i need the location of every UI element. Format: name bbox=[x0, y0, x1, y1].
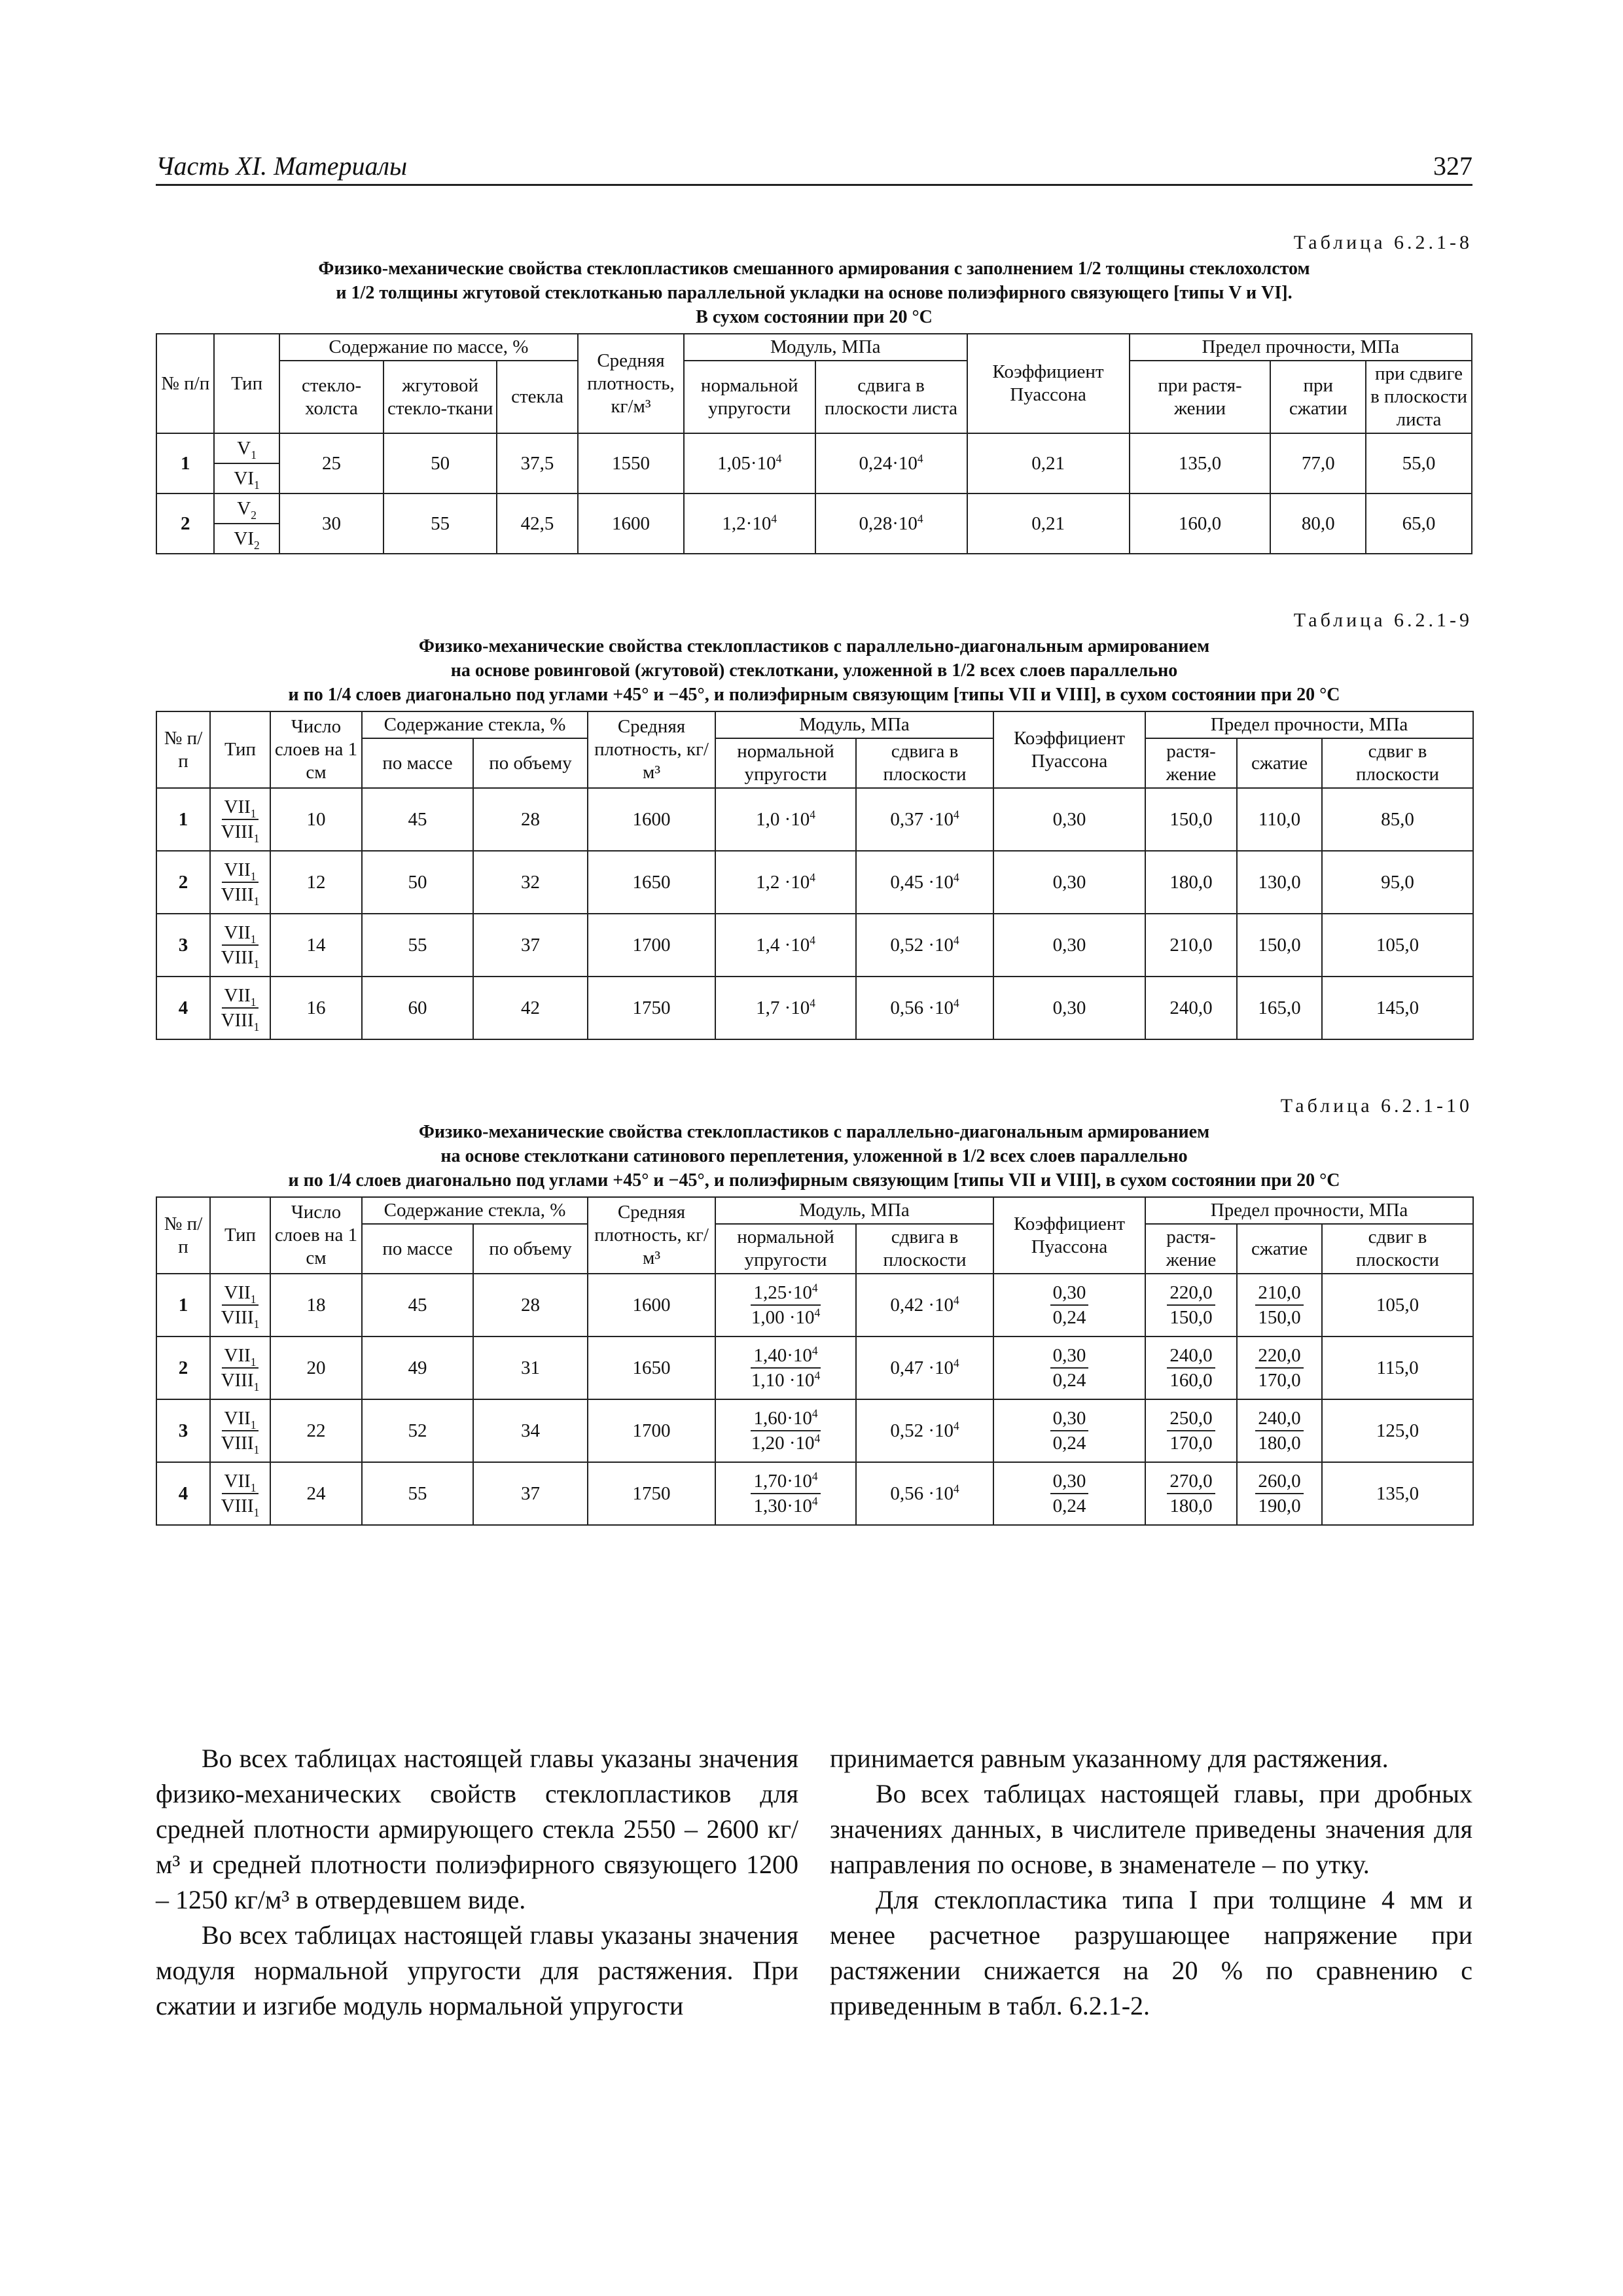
table-cell: 50 bbox=[383, 433, 497, 493]
table-cell: 1700 bbox=[588, 914, 715, 977]
table-cell: 18 bbox=[270, 1274, 362, 1336]
table-cell: $0,56 \cdot 10^4$ bbox=[856, 977, 993, 1039]
fraction-cell: $\frac{1,25\cdot 10^4}{1,00 \cdot 10^4}$ bbox=[715, 1274, 856, 1336]
table-cell: 1650 bbox=[588, 851, 715, 914]
fraction-cell: $\frac{210,0}{150,0}$ bbox=[1237, 1274, 1322, 1336]
col-header: при растя-жении bbox=[1130, 361, 1271, 433]
table-cell: 14 bbox=[270, 914, 362, 977]
col-header: сжатие bbox=[1237, 1224, 1322, 1274]
caption-line: В сухом состоянии при 20 °С bbox=[696, 307, 933, 327]
col-header: Содержание по массе, % bbox=[279, 334, 578, 361]
table-cell: 1 bbox=[156, 1274, 210, 1336]
table-cell: 65,0 bbox=[1366, 493, 1472, 554]
paragraph: принимается равным указанному для растяжения. bbox=[830, 1744, 1389, 1773]
table-caption bbox=[156, 1120, 1472, 1193]
table-cell: 45 bbox=[362, 1274, 473, 1336]
table-cell: 130,0 bbox=[1237, 851, 1322, 914]
table-cell: 135,0 bbox=[1322, 1462, 1473, 1525]
table-cell: $1,2 \cdot 10^4$ bbox=[715, 851, 856, 914]
table-cell: 110,0 bbox=[1237, 788, 1322, 851]
table-cell: 60 bbox=[362, 977, 473, 1039]
table-cell: 0,21 bbox=[967, 493, 1130, 554]
caption-line: и по 1/4 слоев диагонально под углами +45° и −45°, и полиэфирным связующим [типы VII и VIII], в сухом состоянии при 20 °С bbox=[288, 1170, 1340, 1191]
col-header: при сдвиге в плоскости листа bbox=[1366, 361, 1472, 433]
table-cell: 2 bbox=[156, 493, 214, 554]
table-9-block bbox=[156, 609, 1472, 1040]
caption-line: и 1/2 толщины жгутовой стеклотканью параллельной укладки на основе полиэфирного связующего [типы V и VI]. bbox=[336, 283, 1293, 303]
table-label: Таблица 6.2.1-10 bbox=[1280, 1095, 1472, 1117]
col-header: Модуль, МПа bbox=[715, 711, 993, 738]
col-header: Число слоев на 1 см bbox=[270, 711, 362, 788]
type-cell: $\frac{VII_1}{VIII_1}$ bbox=[210, 1336, 270, 1399]
table-cell: $0,28\cdot 10^4$ bbox=[815, 493, 967, 554]
table-cell: 125,0 bbox=[1322, 1399, 1473, 1462]
caption-line: Физико-механические свойства стеклопластиков с параллельно-диагональным армированием bbox=[418, 1122, 1210, 1142]
table-8 bbox=[156, 333, 1472, 554]
table-cell: 0,30 bbox=[993, 788, 1145, 851]
col-header: стекло-холста bbox=[279, 361, 384, 433]
fraction-cell: $\frac{0,30}{0,24}$ bbox=[993, 1336, 1145, 1399]
col-header: по массе bbox=[362, 1224, 473, 1274]
table-cell: 77,0 bbox=[1270, 433, 1366, 493]
table-row bbox=[156, 433, 1472, 493]
table-cell: 0,30 bbox=[993, 977, 1145, 1039]
table-cell: $0,42 \cdot 10^4$ bbox=[856, 1274, 993, 1336]
type-cell: $\frac{VII_1}{VIII_1}$ bbox=[210, 1274, 270, 1336]
table-cell: 42 bbox=[473, 977, 588, 1039]
col-header: Содержание стекла, % bbox=[362, 711, 588, 738]
table-cell: 2 bbox=[156, 851, 210, 914]
fraction-cell: $\frac{0,30}{0,24}$ bbox=[993, 1399, 1145, 1462]
col-header: Модуль, МПа bbox=[684, 334, 967, 361]
table-cell: 22 bbox=[270, 1399, 362, 1462]
table-cell: 55,0 bbox=[1366, 433, 1472, 493]
table-cell: 37,5 bbox=[497, 433, 578, 493]
table-cell: 1600 bbox=[578, 493, 684, 554]
caption-line: на основе стеклоткани сатинового переплетения, уложенной в 1/2 всех слоев параллельно bbox=[440, 1146, 1188, 1166]
col-header: сжатие bbox=[1237, 738, 1322, 788]
table-cell: $0,24\cdot 10^4$ bbox=[815, 433, 967, 493]
col-header: жгутовой стекло-ткани bbox=[383, 361, 497, 433]
table-cell: 240,0 bbox=[1145, 977, 1237, 1039]
table-cell: $0,52 \cdot 10^4$ bbox=[856, 914, 993, 977]
col-header: сдвига в плоскости листа bbox=[815, 361, 967, 433]
col-header: нормальной упругости bbox=[715, 1224, 856, 1274]
body-text bbox=[156, 1741, 1472, 2024]
col-header: Модуль, МПа bbox=[715, 1197, 993, 1224]
table-cell: 55 bbox=[383, 493, 497, 554]
table-cell: 160,0 bbox=[1130, 493, 1271, 554]
fraction-cell: $\frac{240,0}{160,0}$ bbox=[1145, 1336, 1237, 1399]
col-header: нормальной упругости bbox=[715, 738, 856, 788]
table-cell: 49 bbox=[362, 1336, 473, 1399]
section-title: Часть XI. Материалы bbox=[156, 151, 408, 181]
page-number: 327 bbox=[1433, 151, 1472, 181]
table-10-block bbox=[156, 1095, 1472, 1526]
col-header: Тип bbox=[210, 1197, 270, 1274]
table-cell: 135,0 bbox=[1130, 433, 1271, 493]
table-cell: 25 bbox=[279, 433, 384, 493]
table-row bbox=[156, 1336, 1473, 1399]
table-cell: $0,45 \cdot 10^4$ bbox=[856, 851, 993, 914]
col-header: Средняя плотность, кг/м³ bbox=[588, 1197, 715, 1274]
caption-line: и по 1/4 слоев диагонально под углами +45° и −45°, и полиэфирным связующим [типы VII и VIII], в сухом состоянии при 20 °С bbox=[288, 685, 1340, 705]
type-cell: $\frac{VII_1}{VIII_1}$ bbox=[210, 1399, 270, 1462]
col-header: сдвиг в плоскости bbox=[1322, 738, 1473, 788]
table-cell: 80,0 bbox=[1270, 493, 1366, 554]
col-header: Тип bbox=[210, 711, 270, 788]
table-cell: 1700 bbox=[588, 1399, 715, 1462]
table-cell: 150,0 bbox=[1145, 788, 1237, 851]
paragraph: Во всех таблицах настоящей главы, при дробных значениях данных, в числителе приведены значения для направления по основе, в знаменателе – по утку. bbox=[830, 1779, 1472, 1879]
type-cell: $\frac{VII_1}{VIII_1}$ bbox=[210, 788, 270, 851]
table-cell: 10 bbox=[270, 788, 362, 851]
table-cell: 31 bbox=[473, 1336, 588, 1399]
col-header: сдвига в плоскости bbox=[856, 1224, 993, 1274]
table-cell: $0,56 \cdot 10^4$ bbox=[856, 1462, 993, 1525]
table-row bbox=[156, 493, 1472, 554]
left-column bbox=[156, 1741, 798, 2024]
fraction-cell: $\frac{270,0}{180,0}$ bbox=[1145, 1462, 1237, 1525]
table-cell: 150,0 bbox=[1237, 914, 1322, 977]
table-cell: 16 bbox=[270, 977, 362, 1039]
table-cell: $0,52 \cdot 10^4$ bbox=[856, 1399, 993, 1462]
table-cell: 4 bbox=[156, 1462, 210, 1525]
running-header bbox=[156, 151, 1472, 186]
caption-line: Физико-механические свойства стеклопластиков с параллельно-диагональным армированием bbox=[418, 636, 1210, 656]
table-cell: 42,5 bbox=[497, 493, 578, 554]
table-caption bbox=[156, 634, 1472, 707]
table-cell: $0,47 \cdot 10^4$ bbox=[856, 1336, 993, 1399]
table-cell: $1,05\cdot 10^4$ bbox=[684, 433, 815, 493]
table-cell: 30 bbox=[279, 493, 384, 554]
right-column bbox=[830, 1741, 1472, 2024]
fraction-cell: $\frac{1,60\cdot 10^4}{1,20 \cdot 10^4}$ bbox=[715, 1399, 856, 1462]
table-cell: $1,7 \cdot 10^4$ bbox=[715, 977, 856, 1039]
table-label: Таблица 6.2.1-9 bbox=[1293, 609, 1472, 631]
col-header: по объему bbox=[473, 1224, 588, 1274]
type-cell: $\frac{VII_1}{VIII_1}$ bbox=[210, 1462, 270, 1525]
table-cell: 180,0 bbox=[1145, 851, 1237, 914]
table-cell: 34 bbox=[473, 1399, 588, 1462]
table-cell: 37 bbox=[473, 1462, 588, 1525]
table-cell: 32 bbox=[473, 851, 588, 914]
table-cell: 105,0 bbox=[1322, 914, 1473, 977]
table-cell: $1,0 \cdot 10^4$ bbox=[715, 788, 856, 851]
col-header: Коэффициент Пуассона bbox=[993, 711, 1145, 788]
caption-line: Физико-механические свойства стеклопластиков смешанного армирования с заполнением 1/2 толщины стеклохолстом bbox=[318, 259, 1310, 279]
col-header: нормальной упругости bbox=[684, 361, 815, 433]
table-cell: 3 bbox=[156, 1399, 210, 1462]
paragraph: Во всех таблицах настоящей главы указаны значения физико-механических свойств стеклопластиков для средней плотности армирующего стекла 2550 – 2600 кг/м³ и средней плотности полиэфирного связующего 1200 – 1250 кг/м³ в отвердевшем виде. bbox=[156, 1744, 798, 1914]
col-header: Коэффициент Пуассона bbox=[993, 1197, 1145, 1274]
table-cell: 95,0 bbox=[1322, 851, 1473, 914]
table-cell: 1550 bbox=[578, 433, 684, 493]
table-cell: 37 bbox=[473, 914, 588, 977]
table-label: Таблица 6.2.1-8 bbox=[1293, 232, 1472, 253]
table-cell: 0,30 bbox=[993, 914, 1145, 977]
col-header: растя-жение bbox=[1145, 1224, 1237, 1274]
fraction-cell: $\frac{240,0}{180,0}$ bbox=[1237, 1399, 1322, 1462]
table-cell: 4 bbox=[156, 977, 210, 1039]
table-cell: 2 bbox=[156, 1336, 210, 1399]
page bbox=[156, 151, 1472, 1526]
fraction-cell: $\frac{0,30}{0,24}$ bbox=[993, 1462, 1145, 1525]
table-cell: 55 bbox=[362, 914, 473, 977]
col-header: Предел прочности, МПа bbox=[1145, 711, 1473, 738]
table-cell: 85,0 bbox=[1322, 788, 1473, 851]
fraction-cell: $\frac{1,40\cdot 10^4}{1,10 \cdot 10^4}$ bbox=[715, 1336, 856, 1399]
table-cell: 1 bbox=[156, 788, 210, 851]
table-cell: 1600 bbox=[588, 788, 715, 851]
table-cell: 52 bbox=[362, 1399, 473, 1462]
table-cell: 24 bbox=[270, 1462, 362, 1525]
table-cell: 145,0 bbox=[1322, 977, 1473, 1039]
table-cell: $0,37 \cdot 10^4$ bbox=[856, 788, 993, 851]
col-header: сдвиг в плоскости bbox=[1322, 1224, 1473, 1274]
table-cell: 0,30 bbox=[993, 851, 1145, 914]
table-row bbox=[156, 1399, 1473, 1462]
col-header: Содержание стекла, % bbox=[362, 1197, 588, 1224]
col-header: Коэффициент Пуассона bbox=[967, 334, 1130, 433]
table-caption bbox=[156, 257, 1472, 329]
table-cell: 1650 bbox=[588, 1336, 715, 1399]
table-8-block bbox=[156, 232, 1472, 554]
col-header: стекла bbox=[497, 361, 578, 433]
fraction-cell: $\frac{220,0}{170,0}$ bbox=[1237, 1336, 1322, 1399]
table-row bbox=[156, 851, 1473, 914]
col-header: № п/п bbox=[156, 1197, 210, 1274]
fraction-cell: $\frac{220,0}{150,0}$ bbox=[1145, 1274, 1237, 1336]
table-cell: 115,0 bbox=[1322, 1336, 1473, 1399]
table-cell: 1600 bbox=[588, 1274, 715, 1336]
col-header: сдвига в плоскости bbox=[856, 738, 993, 788]
paragraph: Для стеклопластика типа I при толщине 4 мм и менее расчетное разрушающее напряжение при растяжении снижается на 20 % по сравнению с приведенным в табл. 6.2.1-2. bbox=[830, 1885, 1472, 2020]
fraction-cell: $\frac{260,0}{190,0}$ bbox=[1237, 1462, 1322, 1525]
table-row bbox=[156, 788, 1473, 851]
table-cell: 165,0 bbox=[1237, 977, 1322, 1039]
fraction-cell: $\frac{1,70\cdot 10^4}{1,30\cdot 10^4}$ bbox=[715, 1462, 856, 1525]
table-row bbox=[156, 1462, 1473, 1525]
table-cell: 45 bbox=[362, 788, 473, 851]
table-10 bbox=[156, 1196, 1474, 1526]
col-header: растя-жение bbox=[1145, 738, 1237, 788]
table-cell: 1750 bbox=[588, 1462, 715, 1525]
fraction-cell: $\frac{250,0}{170,0}$ bbox=[1145, 1399, 1237, 1462]
col-header: Число слоев на 1 см bbox=[270, 1197, 362, 1274]
col-header: Тип bbox=[214, 334, 279, 433]
table-cell: 50 bbox=[362, 851, 473, 914]
type-cell: $\frac{VII_1}{VIII_1}$ bbox=[210, 851, 270, 914]
type-cell: $V_2$ $VI_2$ bbox=[214, 493, 279, 554]
col-header: № п/п bbox=[156, 711, 210, 788]
table-cell: 55 bbox=[362, 1462, 473, 1525]
table-cell: 105,0 bbox=[1322, 1274, 1473, 1336]
col-header: Средняя плотность, кг/м³ bbox=[588, 711, 715, 788]
type-cell: $\frac{VII_1}{VIII_1}$ bbox=[210, 914, 270, 977]
col-header: при сжатии bbox=[1270, 361, 1366, 433]
table-cell: 12 bbox=[270, 851, 362, 914]
paragraph: Во всех таблицах настоящей главы указаны значения модуля нормальной упругости для растяжения. При сжатии и изгибе модуль нормальной упругости bbox=[156, 1920, 798, 2020]
table-row bbox=[156, 1274, 1473, 1336]
table-row bbox=[156, 977, 1473, 1039]
table-cell: $1,2\cdot 10^4$ bbox=[684, 493, 815, 554]
table-row bbox=[156, 914, 1473, 977]
table-cell: 0,21 bbox=[967, 433, 1130, 493]
table-cell: 210,0 bbox=[1145, 914, 1237, 977]
caption-line: на основе ровинговой (жгутовой) стеклоткани, уложенной в 1/2 всех слоев параллельно bbox=[450, 660, 1178, 681]
table-cell: 3 bbox=[156, 914, 210, 977]
col-header: по массе bbox=[362, 738, 473, 788]
table-cell: 28 bbox=[473, 1274, 588, 1336]
col-header: Предел прочности, МПа bbox=[1145, 1197, 1473, 1224]
table-cell: 1 bbox=[156, 433, 214, 493]
table-cell: $1,4 \cdot 10^4$ bbox=[715, 914, 856, 977]
table-cell: 20 bbox=[270, 1336, 362, 1399]
type-cell: $V_1$ $VI_1$ bbox=[214, 433, 279, 493]
table-9 bbox=[156, 711, 1474, 1040]
table-cell: 1750 bbox=[588, 977, 715, 1039]
fraction-cell: $\frac{0,30}{0,24}$ bbox=[993, 1274, 1145, 1336]
col-header: по объему bbox=[473, 738, 588, 788]
type-cell: $\frac{VII_1}{VIII_1}$ bbox=[210, 977, 270, 1039]
table-cell: 28 bbox=[473, 788, 588, 851]
col-header: Средняя плотность, кг/м³ bbox=[578, 334, 684, 433]
col-header: № п/п bbox=[156, 334, 214, 433]
col-header: Предел прочности, МПа bbox=[1130, 334, 1472, 361]
